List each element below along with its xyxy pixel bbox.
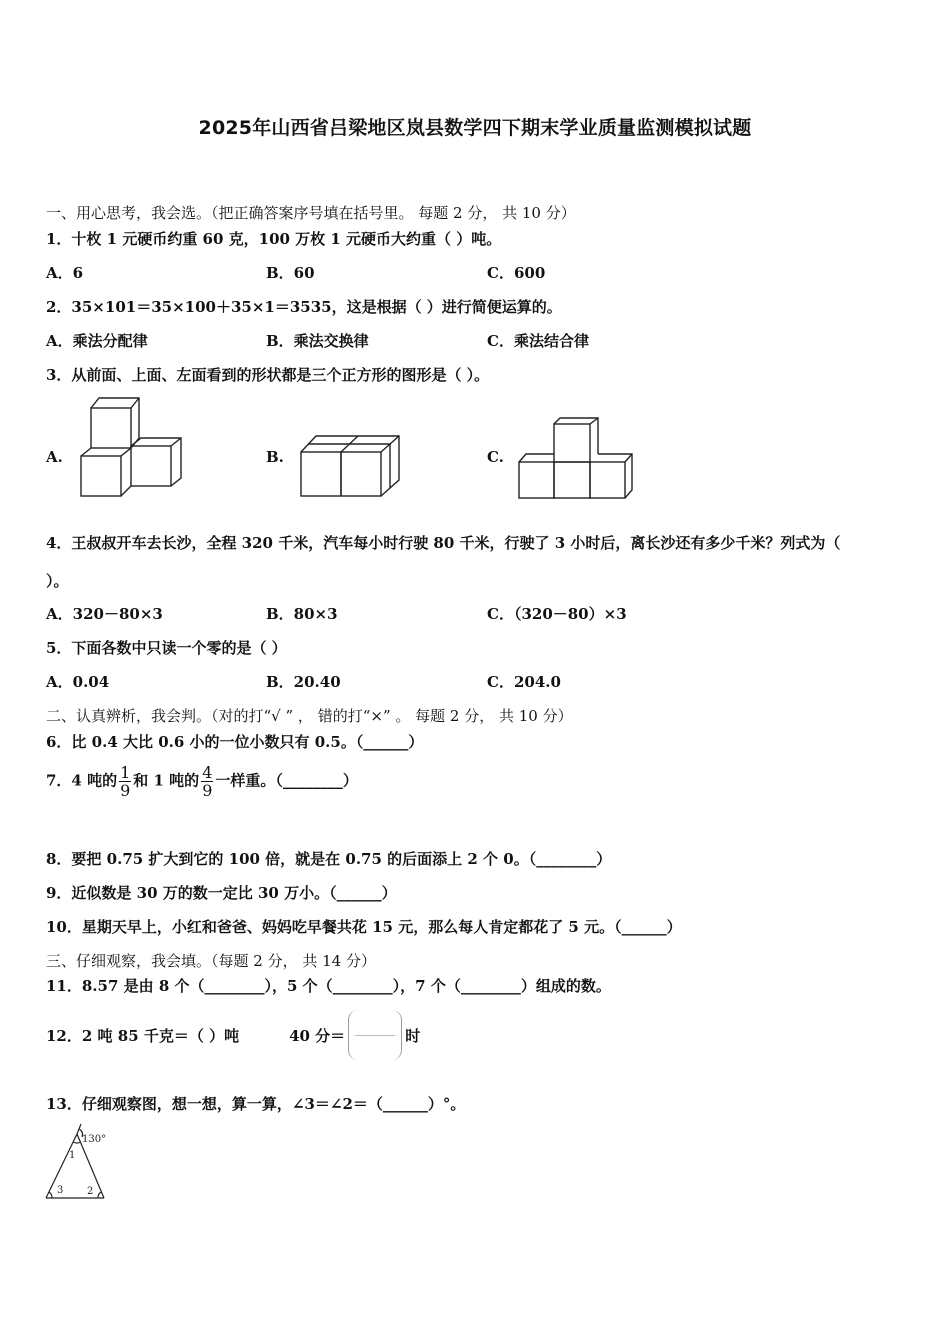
question-1: 1．十枚 1 元硬币约重 60 克，100 万枚 1 元硬币大约重（ ）吨。 — [46, 230, 502, 248]
angle-label-3: 3 — [57, 1185, 64, 1196]
frac2-numerator: 4 — [202, 763, 213, 782]
q2-option-c[interactable]: C．乘法结合律 — [487, 332, 589, 350]
question-2: 2．35×101＝35×100＋35×1＝3535，这是根据（ ）进行简便运算的。 — [46, 298, 562, 316]
question-4-line-1: 4．王叔叔开车去长沙，全程 320 千米，汽车每小时行驶 80 千米，行驶了 3 小时后，离长沙还有多少千米？列式为（ — [46, 534, 841, 552]
question-5: 5．下面各数中只读一个零的是（ ） — [46, 639, 287, 657]
q3-option-b[interactable]: B. — [266, 448, 284, 466]
q12-part-2: 40 分＝ — [289, 1026, 346, 1045]
q2-option-b[interactable]: B．乘法交换律 — [266, 332, 369, 350]
question-13: 13．仔细观察图，想一想，算一算，∠3＝∠2＝（______）°。 — [46, 1095, 466, 1113]
question-12 — [46, 1010, 420, 1060]
triangle-figure — [40, 1120, 120, 1202]
q1-option-c[interactable]: C．600 — [487, 264, 546, 282]
fraction-four-ninths — [201, 764, 213, 799]
question-9: 9．近似数是 30 万的数一定比 30 万小。（______） — [46, 884, 397, 902]
q7-middle: 和 1 吨的 — [133, 771, 200, 790]
page-title: 2025年山西省吕梁地区岚县数学四下期末学业质量监测模拟试题 — [198, 117, 752, 139]
section-2-heading: 二、认真辨析，我会判。（对的打“√ ” ， 错的打“×” 。 每题 2 分， 共 10 分） — [46, 707, 573, 725]
cube-figure-a — [75, 394, 187, 502]
q4-option-a[interactable]: A．320－80×3 — [46, 605, 163, 623]
q4-option-c[interactable]: C．（320－80）×3 — [487, 605, 627, 623]
section-1-heading: 一、用心思考，我会选。（把正确答案序号填在括号里。 每题 2 分， 共 10 分） — [46, 204, 576, 222]
q1-option-a[interactable]: A．6 — [46, 264, 84, 282]
q5-option-a[interactable]: A．0.04 — [46, 673, 110, 691]
cube-figure-c — [514, 414, 638, 504]
angle-label-2: 2 — [87, 1186, 94, 1197]
q7-prefix: 7．4 吨的 — [46, 771, 118, 790]
q3-option-a[interactable]: A. — [46, 448, 63, 466]
angle-label-130: 130° — [82, 1134, 107, 1145]
fraction-one-ninth — [119, 764, 131, 799]
question-4-line-2: ）。 — [46, 572, 69, 590]
angle-label-1: 1 — [69, 1150, 76, 1161]
frac1-numerator: 1 — [120, 763, 131, 782]
question-3: 3．从前面、上面、左面看到的形状都是三个正方形的图形是（ ）。 — [46, 366, 490, 384]
q12-part-3: 时 — [405, 1026, 421, 1045]
question-11: 11．8.57 是由 8 个（________），5 个（________），7 个（________）组成的数。 — [46, 977, 611, 995]
q7-suffix: 一样重。（________） — [215, 771, 358, 790]
q2-option-a[interactable]: A．乘法分配律 — [46, 332, 148, 350]
question-7 — [46, 764, 358, 799]
fraction-answer-box[interactable] — [348, 1010, 402, 1060]
question-6: 6．比 0.4 大比 0.6 小的一位小数只有 0.5。（______） — [46, 733, 424, 751]
frac1-denominator: 9 — [120, 781, 131, 800]
q4-option-b[interactable]: B．80×3 — [266, 605, 338, 623]
question-8: 8．要把 0.75 扩大到它的 100 倍，就是在 0.75 的后面添上 2 个 0。（________） — [46, 850, 612, 868]
q3-option-c[interactable]: C. — [487, 448, 504, 466]
q1-option-b[interactable]: B．60 — [266, 264, 315, 282]
section-3-heading: 三、仔细观察，我会填。（每题 2 分， 共 14 分） — [46, 952, 376, 970]
frac2-denominator: 9 — [202, 781, 213, 800]
q12-part-1: 12．2 吨 85 千克＝（ ）吨 — [46, 1026, 240, 1045]
cube-figure-b — [296, 430, 406, 502]
q5-option-c[interactable]: C．204.0 — [487, 673, 561, 691]
q5-option-b[interactable]: B．20.40 — [266, 673, 341, 691]
question-10: 10．星期天早上，小红和爸爸、妈妈吃早餐共花 15 元，那么每人肯定都花了 5 元。（______） — [46, 918, 682, 936]
